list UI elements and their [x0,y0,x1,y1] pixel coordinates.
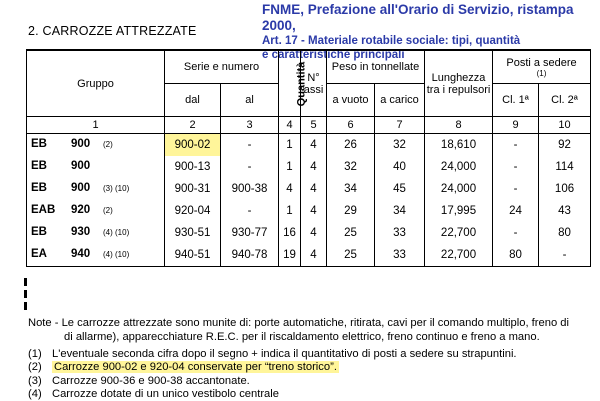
cell-cl1: 24 [493,200,539,222]
footnote-text: Carrozze 900-36 e 900-38 accantonate. [52,375,250,387]
cell-gruppo [27,134,165,157]
cell-assi: 4 [301,178,327,200]
cell-cl2: 114 [539,156,591,178]
footnote-text: Carrozze dotate di un unico vestibolo centrale [52,388,279,400]
cell-gruppo [27,200,165,222]
cell-assi: 4 [301,222,327,244]
cell-al: 930-77 [221,222,279,244]
col-number: 5 [301,117,327,134]
cell-vuoto: 32 [327,156,375,178]
table-row [27,156,591,178]
header-peso: Peso in tonnellate [327,50,425,84]
general-note-line-2: di allarme), apparecchiature R.E.C. per il riscaldamento elettrico, freno continuo e freno a mano. [64,331,540,343]
header-posti [493,50,591,84]
header-serie: Serie e numero [165,50,279,84]
group-type: EB [31,226,47,238]
source-line-2: Art. 17 - Materiale rotabile sociale: tipi, quantità [262,35,521,47]
col-number: 4 [279,117,301,134]
group-notes: (4) (10) [103,228,130,237]
cell-qty: 4 [279,178,301,200]
cell-cl1: - [493,134,539,157]
footnote-number: (4) [28,388,42,400]
cell-assi: 4 [301,156,327,178]
rolling-stock-table [26,49,591,267]
col-number: 1 [27,117,165,134]
dash-mark [24,278,27,286]
cell-vuoto: 25 [327,244,375,267]
cell-vuoto: 26 [327,134,375,157]
cell-al: - [221,134,279,157]
cell-carico: 40 [375,156,425,178]
footnote-number: (2) [28,361,42,373]
cell-cl2: - [539,244,591,267]
group-type: EB [31,182,47,194]
header-vuoto: a vuoto [327,84,375,117]
cell-vuoto: 29 [327,200,375,222]
header-lunghezza: Lunghezza tra i repulsori [425,50,493,117]
cell-dal: 940-51 [165,244,221,267]
table-row [27,178,591,200]
cell-assi: 4 [301,200,327,222]
general-note [28,316,598,344]
group-notes: (2) [103,140,113,149]
cell-carico: 32 [375,134,425,157]
col-number: 10 [539,117,591,134]
cell-cl1: 80 [493,244,539,267]
col-number: 9 [493,117,539,134]
group-number: 930 [71,226,91,238]
header-dal: dal [165,84,221,117]
cell-cl2: 106 [539,178,591,200]
section-title: 2. CARROZZE ATTREZZATE [28,24,197,38]
continuation-marks [24,278,28,314]
cell-assi: 4 [301,244,327,267]
table-body [27,134,591,267]
general-note-line-1: Note - Le carrozze attrezzate sono munite di: porte automatiche, ritirata, cavi per il comando multiplo, freno di [28,317,569,329]
group-notes: (2) [103,206,113,215]
source-line-3: e caratteristiche principali [262,49,405,61]
cell-al: - [221,200,279,222]
cell-cl1: - [493,178,539,200]
header-n-assi: N° assi [301,50,327,117]
cell-lung: 18,610 [425,134,493,157]
header-al: al [221,84,279,117]
col-number: 7 [375,117,425,134]
group-number: 940 [71,248,91,260]
cell-cl1: - [493,222,539,244]
header-row-1 [27,50,591,84]
cell-cl2: 92 [539,134,591,157]
footnote-text-highlighted: Carrozze 900-02 e 920-04 conservate per “treno storico”. [54,361,337,373]
cell-lung: 17,995 [425,200,493,222]
header-cl2: Cl. 2ª [539,84,591,117]
cell-al: 940-78 [221,244,279,267]
table-row [27,244,591,267]
cell-dal: 900-31 [165,178,221,200]
cell-gruppo [27,178,165,200]
footnote-number: (3) [28,375,42,387]
cell-gruppo [27,222,165,244]
cell-lung: 24,000 [425,156,493,178]
cell-dal: 900-02 [165,134,221,157]
header-posti-note: (1) [536,68,547,78]
group-number: 900 [71,160,91,172]
cell-al: - [221,156,279,178]
footnote-number: (1) [28,348,42,360]
cell-qty: 1 [279,200,301,222]
group-notes: (4) (10) [103,250,130,259]
cell-dal: 930-51 [165,222,221,244]
group-notes: (3) (10) [103,184,130,193]
cell-carico: 33 [375,222,425,244]
cell-vuoto: 25 [327,222,375,244]
cell-lung: 22,700 [425,222,493,244]
cell-carico: 34 [375,200,425,222]
col-number: 8 [425,117,493,134]
group-type: EB [31,160,47,172]
cell-dal: 920-04 [165,200,221,222]
cell-vuoto: 34 [327,178,375,200]
col-number: 6 [327,117,375,134]
group-number: 900 [71,138,91,150]
cell-carico: 33 [375,244,425,267]
group-type: EA [31,248,47,260]
cell-gruppo [27,244,165,267]
cell-qty: 19 [279,244,301,267]
header-quantita [279,50,308,117]
dash-mark [24,290,27,298]
header-gruppo: Gruppo [27,50,165,117]
cell-gruppo [27,156,165,178]
group-type: EB [31,138,47,150]
table-row [27,200,591,222]
cell-cl2: 80 [539,222,591,244]
col-number: 2 [165,117,221,134]
group-type: EAB [31,204,56,216]
cell-lung: 24,000 [425,178,493,200]
dash-mark [24,302,27,310]
cell-assi: 4 [301,134,327,157]
cell-qty: 16 [279,222,301,244]
group-number: 900 [71,182,91,194]
cell-cl2: 43 [539,200,591,222]
header-carico: a carico [375,84,425,117]
cell-qty: 1 [279,156,301,178]
header-quantita-label: Quantità [295,61,308,106]
cell-al: 900-38 [221,178,279,200]
table-row [27,222,591,244]
footnote-2 [28,361,339,374]
footnote-text: L'eventuale seconda cifra dopo il segno + indica il quantitativo di posti a sedere su strapuntini. [52,348,517,360]
cell-dal: 900-13 [165,156,221,178]
cell-cl1: - [493,156,539,178]
cell-carico: 45 [375,178,425,200]
source-line-1: FNME, Prefazione all'Orario di Servizio, ristampa 2000, [262,2,574,33]
footnote-4 [28,388,279,401]
column-number-row [27,117,591,134]
cell-lung: 22,700 [425,244,493,267]
group-number: 920 [71,204,91,216]
header-posti-label: Posti a sedere [506,56,577,69]
col-number: 3 [221,117,279,134]
footnote-3 [28,375,250,388]
cell-qty: 1 [279,134,301,157]
header-cl1: Cl. 1ª [493,84,539,117]
footnote-1 [28,348,517,361]
table-row [27,134,591,157]
